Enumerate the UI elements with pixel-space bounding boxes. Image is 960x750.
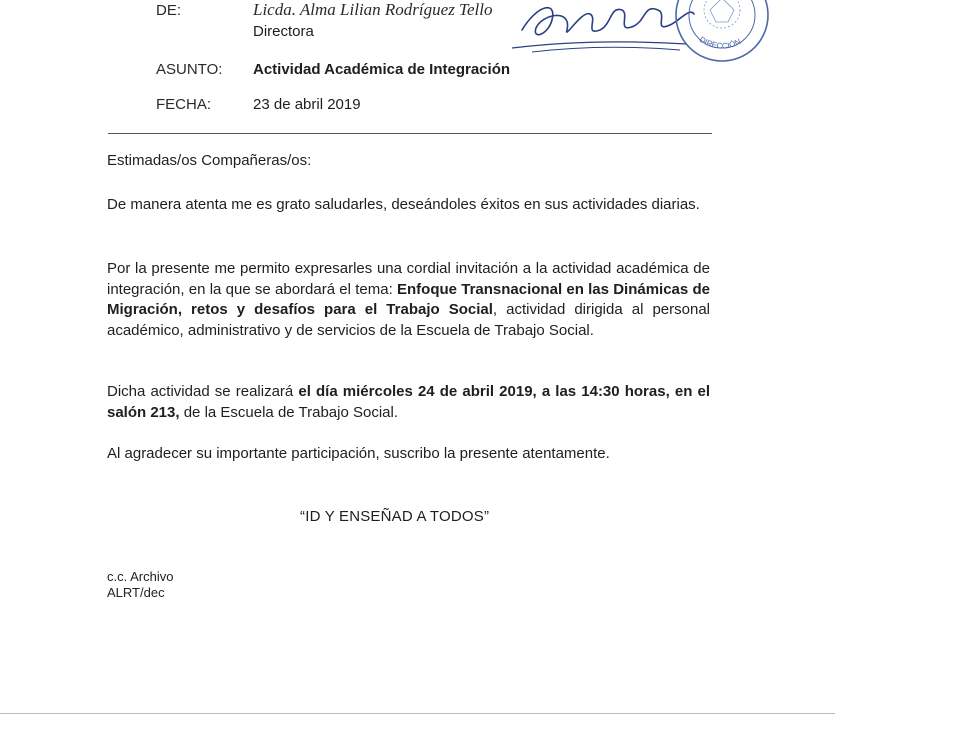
from-title: Directora bbox=[253, 23, 314, 40]
header-divider bbox=[108, 133, 712, 134]
cc-line: c.c. Archivo bbox=[107, 569, 174, 584]
greeting: Estimadas/os Compañeras/os: bbox=[107, 152, 312, 169]
date-value: 23 de abril 2019 bbox=[253, 96, 361, 113]
seal-text: DIRECCIÓN bbox=[697, 34, 743, 51]
from-name: Licda. Alma Lilian Rodríguez Tello bbox=[253, 0, 493, 19]
paragraph-details bbox=[107, 382, 710, 423]
bottom-divider bbox=[0, 713, 835, 714]
initials: ALRT/dec bbox=[107, 585, 165, 600]
from-label: DE: bbox=[156, 2, 182, 19]
paragraph-closing: Al agradecer su importante participación, suscribo la presente atentamente. bbox=[107, 445, 610, 462]
subject-value: Actividad Académica de Integración bbox=[253, 61, 511, 78]
subject-label: ASUNTO: bbox=[156, 61, 223, 78]
motto: “ID Y ENSEÑAD A TODOS” bbox=[300, 508, 490, 525]
details-text-a: Dicha actividad se realizará bbox=[107, 383, 299, 400]
invitation-text-a: Por la presente me permito expresarles una cordial invitación a la actividad académica de integración, en la que se abordará el tema: bbox=[107, 260, 710, 298]
official-seal bbox=[662, 0, 782, 70]
details-date-place: el día miércoles 24 de abril 2019, a las 14:30 horas, en el salón 213, bbox=[107, 383, 710, 421]
date-label: FECHA: bbox=[156, 96, 212, 113]
paragraph-invitation bbox=[107, 259, 710, 341]
invitation-text-b: , actividad dirigida al personal académico, administrativo y de servicios de la Escuela de Trabajo Social. bbox=[107, 301, 710, 339]
details-text-b: de la Escuela de Trabajo Social. bbox=[179, 403, 399, 421]
invitation-topic: Enfoque Transnacional en las Dinámicas de Migración, retos y desafíos para el Trabajo Social bbox=[107, 280, 710, 318]
paragraph-greeting: De manera atenta me es grato saludarles, deseándoles éxitos en sus actividades diarias. bbox=[107, 196, 700, 213]
